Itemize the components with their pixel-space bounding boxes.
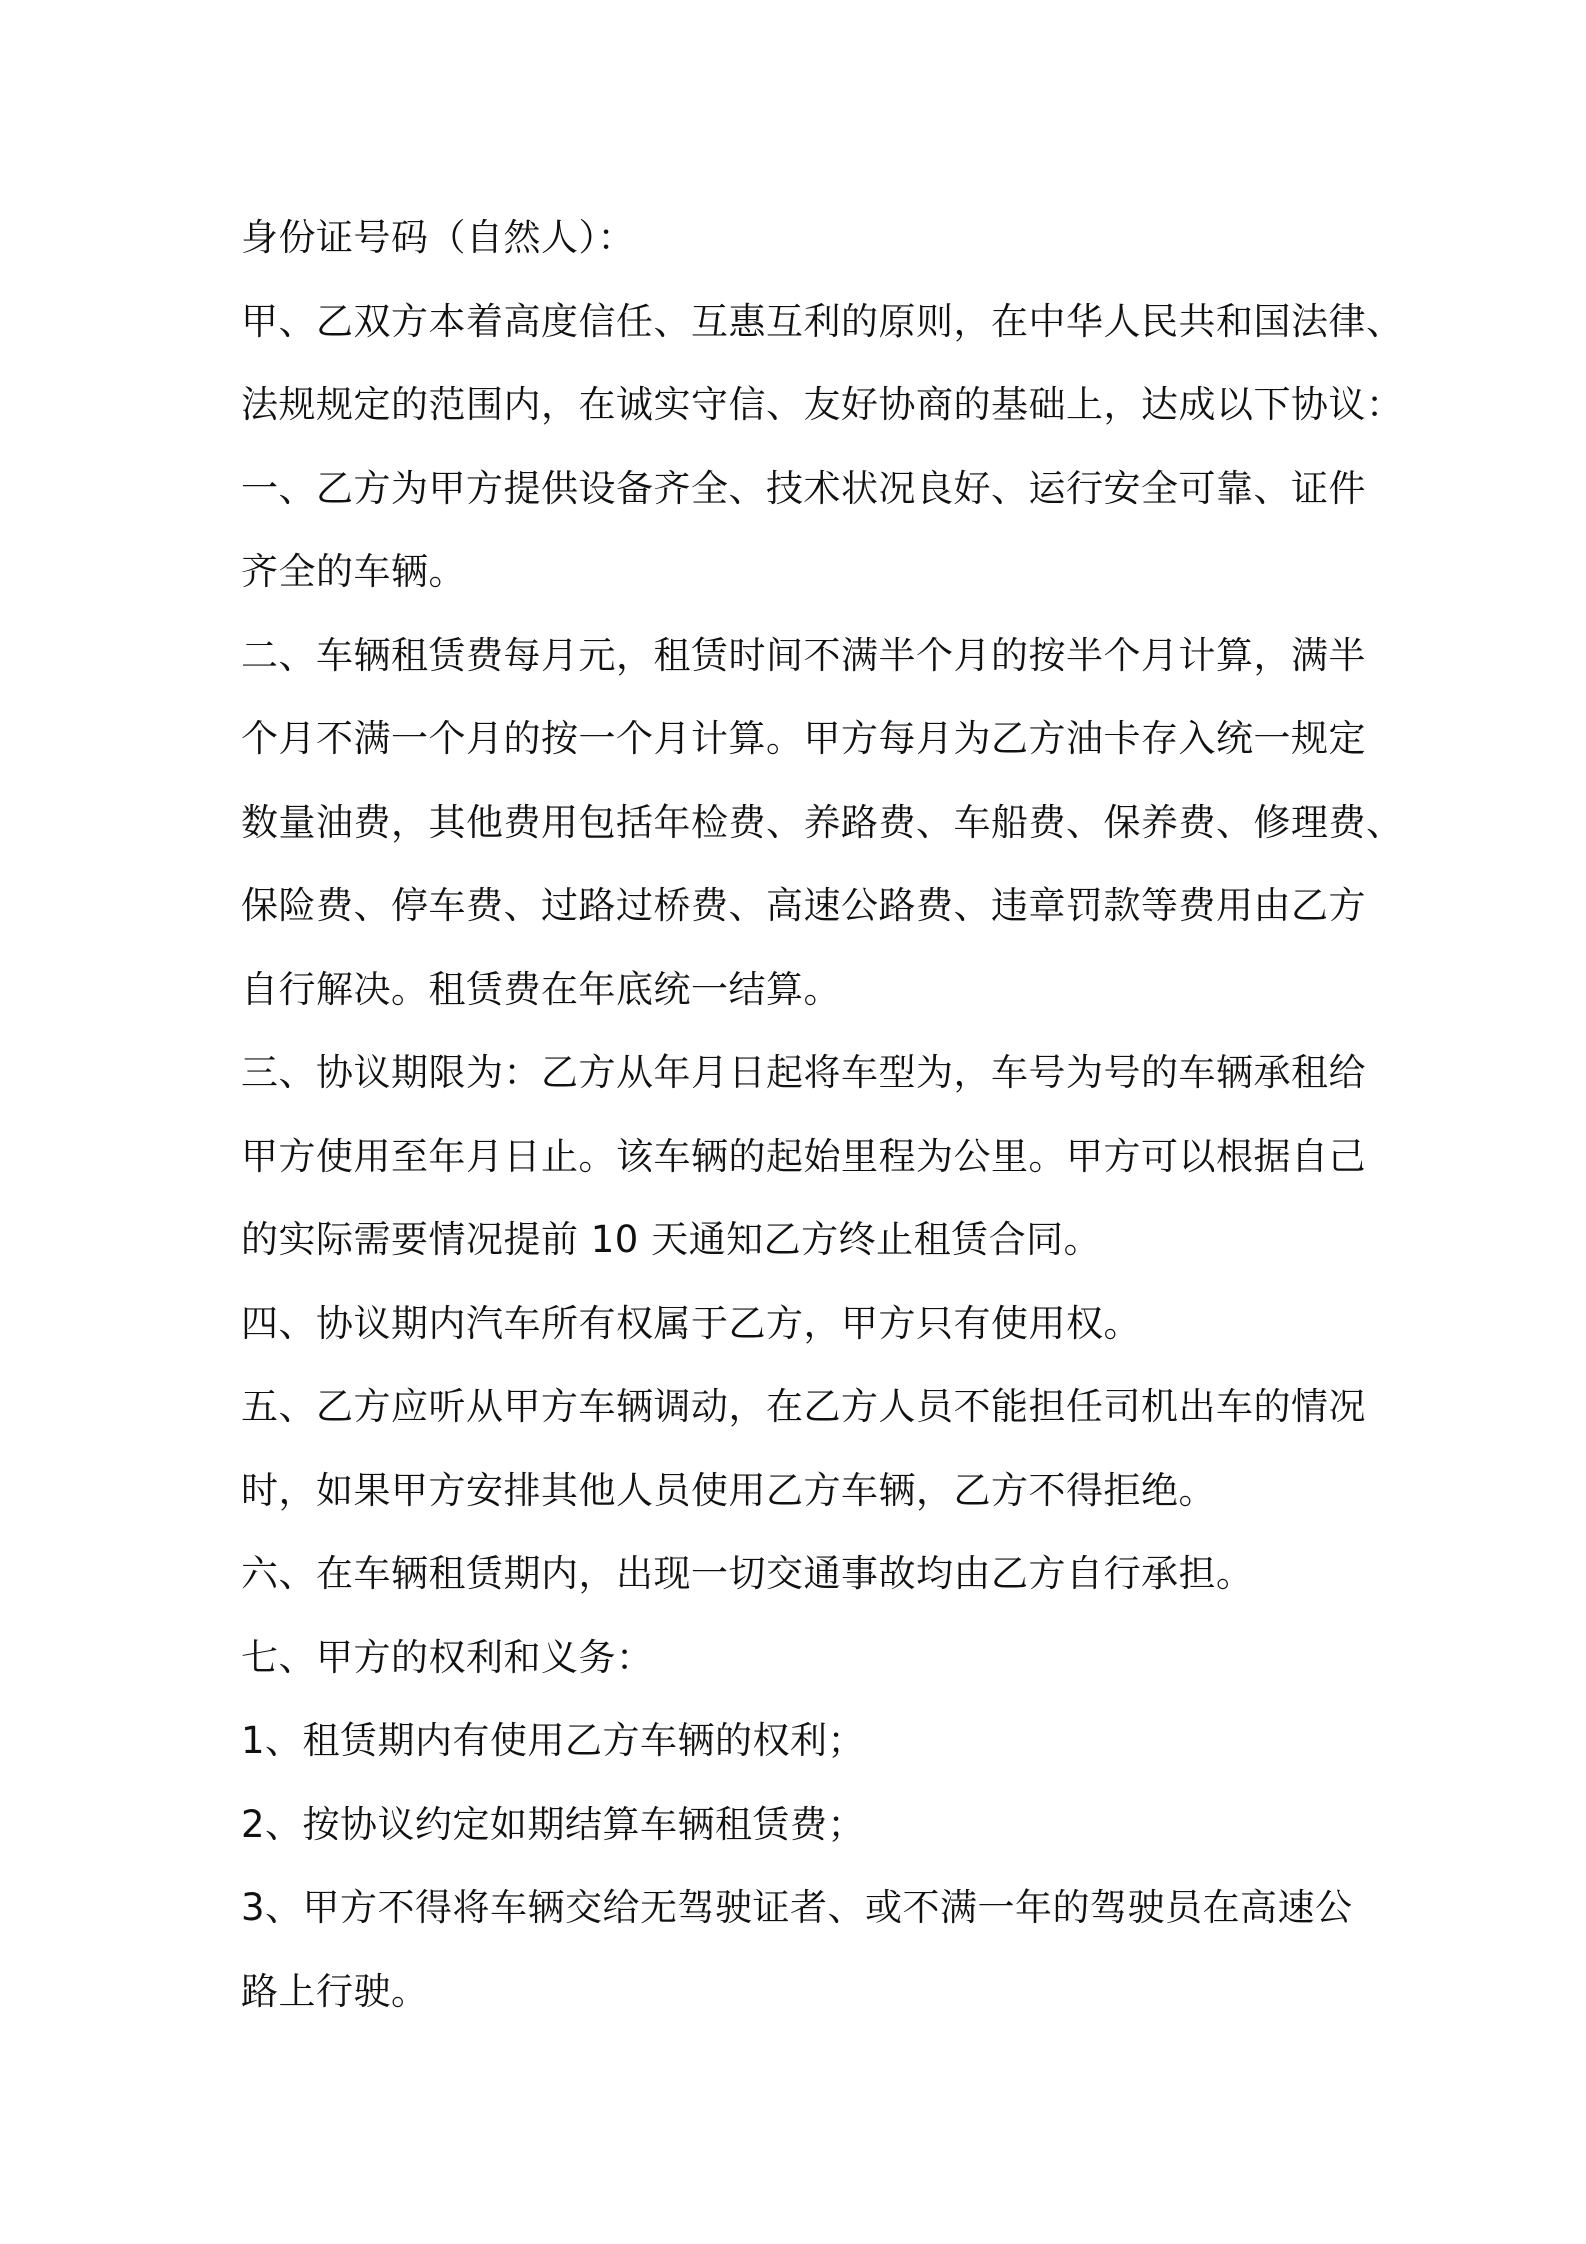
text-line: 身份证号码（自然人）： [241, 216, 635, 259]
text-line: 甲方使用至年月日止。该车辆的起始里程为公里。甲方可以根据自己 [241, 1134, 1366, 1178]
text-line: 数量油费，其他费用包括年检费、养路费、车船费、保养费、修理费、 [241, 800, 1404, 844]
text-line: 保险费、停车费、过路过桥费、高速公路费、违章罚款等费用由乙方 [241, 884, 1366, 927]
preamble-paragraph [241, 280, 1404, 447]
clause-7-heading [241, 1616, 1361, 1700]
clause-3 [241, 1031, 1366, 1282]
text-line: 一、乙方为甲方提供设备齐全、技术状况良好、运行安全可靠、证件 [241, 466, 1366, 510]
text-line: 三、协议期限为：乙方从年月日起将车型为，车号为号的车辆承租给 [241, 1051, 1366, 1094]
text-line: 五、乙方应听从甲方车辆调动，在乙方人员不能担任司机出车的情况 [241, 1385, 1366, 1428]
text-line: 四、协议期内汽车所有权属于乙方，甲方只有使用权。 [241, 1301, 1141, 1345]
text-line: 时，如果甲方安排其他人员使用乙方车辆，乙方不得拒绝。 [241, 1468, 1216, 1512]
text-line: 七、甲方的权利和义务： [241, 1635, 654, 1679]
clause-7-item-2 [241, 1783, 1361, 1867]
text-line: 齐全的车辆。 [241, 550, 466, 593]
id-number-label [241, 196, 1361, 280]
clause-7-item-3 [241, 1866, 1361, 2033]
text-line: 1、租赁期内有使用乙方车辆的权利； [241, 1719, 866, 1762]
clause-4 [241, 1282, 1361, 1366]
clause-2 [241, 614, 1404, 1032]
text-line: 个月不满一个月的按一个月计算。甲方每月为乙方油卡存入统一规定 [241, 717, 1366, 760]
document-body [241, 196, 1404, 2033]
text-line: 3、甲方不得将车辆交给无驾驶证者、或不满一年的驾驶员在高速公 [241, 1886, 1353, 1929]
clause-5 [241, 1365, 1366, 1532]
clause-7-item-1 [241, 1699, 1361, 1783]
text-line: 的实际需要情况提前 10 天通知乙方终止租赁合同。 [241, 1218, 1102, 1261]
text-line: 法规规定的范围内，在诚实守信、友好协商的基础上，达成以下协议： [241, 383, 1404, 426]
clause-1 [241, 447, 1366, 614]
text-line: 甲、乙双方本着高度信任、互惠互利的原则，在中华人民共和国法律、 [241, 299, 1404, 343]
text-line: 六、在车辆租赁期内，出现一切交通事故均由乙方自行承担。 [241, 1552, 1254, 1595]
text-line: 二、车辆租赁费每月元，租赁时间不满半个月的按半个月计算，满半 [241, 633, 1366, 677]
text-line: 2、按协议约定如期结算车辆租赁费； [241, 1802, 866, 1846]
text-line: 路上行驶。 [241, 1969, 429, 2013]
clause-6 [241, 1532, 1361, 1616]
text-line: 自行解决。租赁费在年底统一结算。 [241, 967, 841, 1011]
